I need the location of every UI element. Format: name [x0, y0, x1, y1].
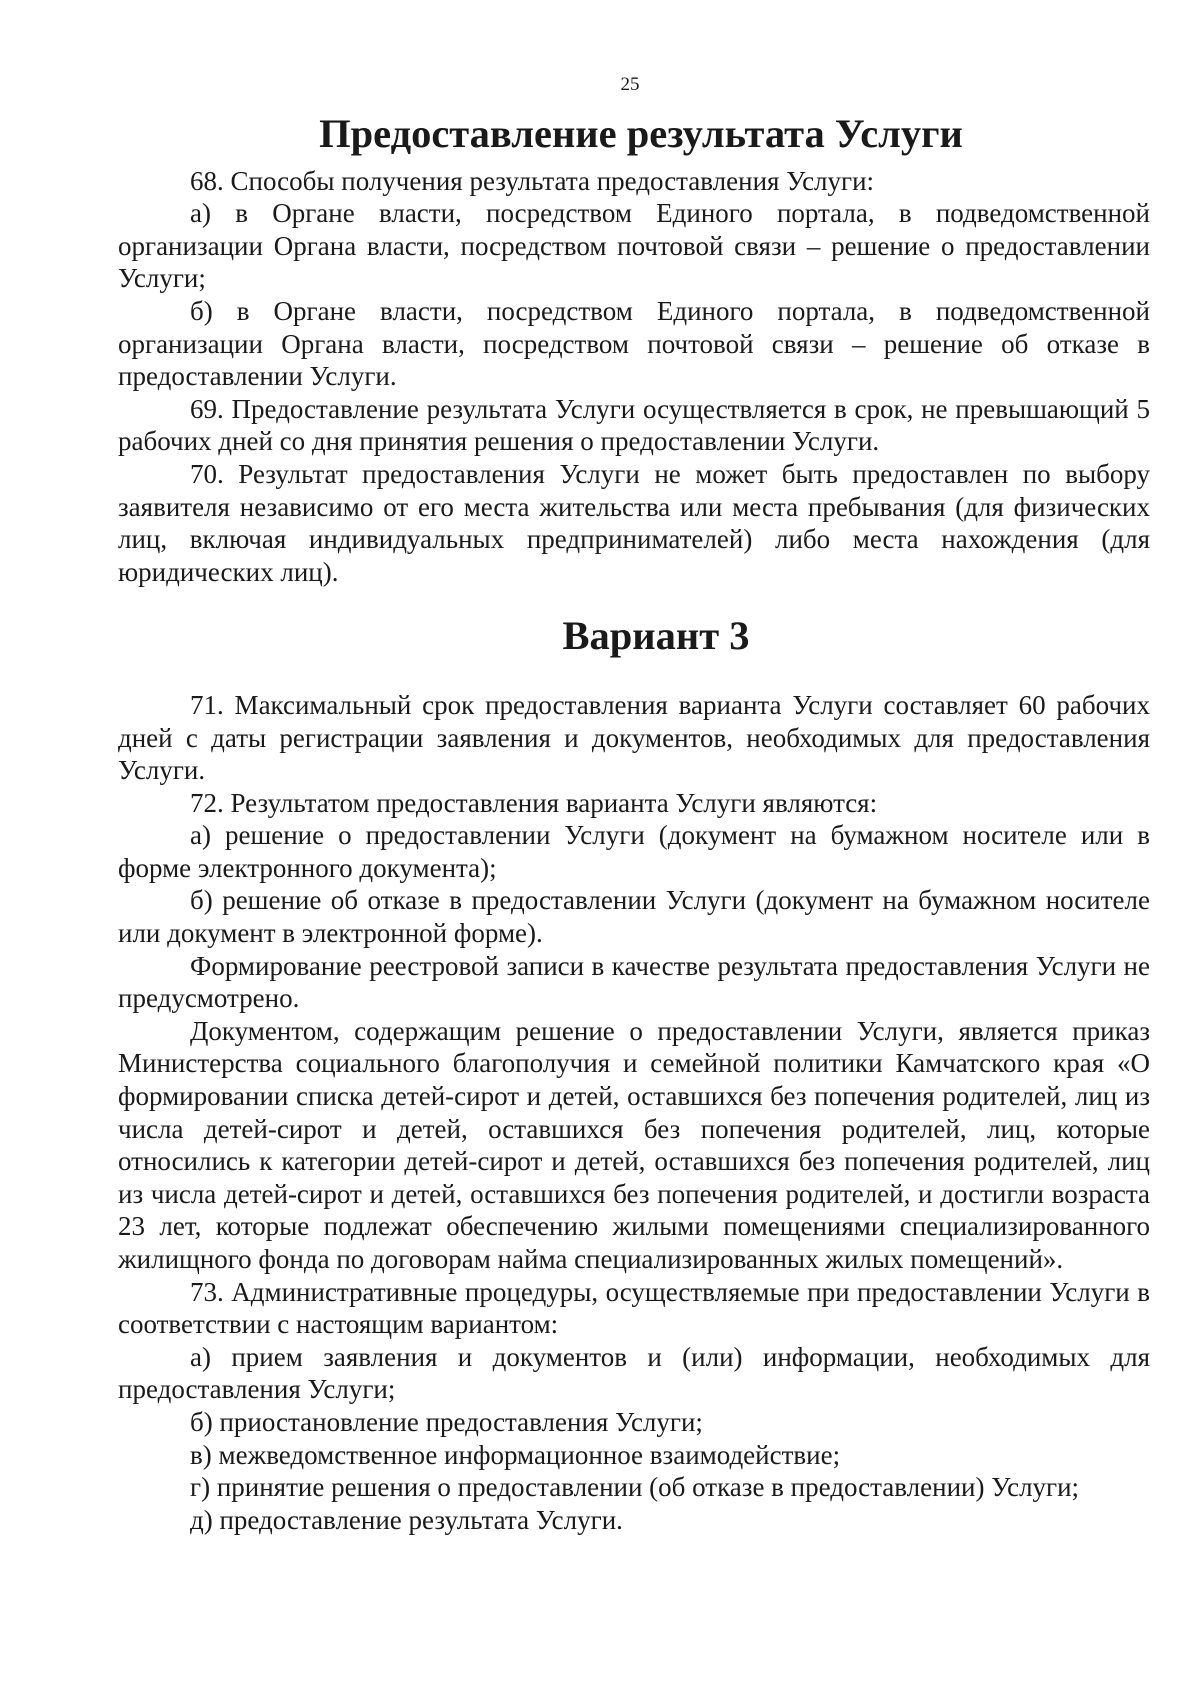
- paragraph: б) решение об отказе в предоставлении Услуги (документ на бумажном носителе или документ в электронной форме).: [118, 885, 1150, 949]
- paragraph: б) приостановление предоставления Услуги;: [190, 1406, 703, 1437]
- page-number: 25: [620, 74, 640, 95]
- paragraph: д) предоставление результата Услуги.: [190, 1504, 623, 1535]
- paragraph: 68. Способы получения результата предоставления Услуги:: [190, 165, 875, 196]
- paragraph: г) принятие решения о предоставлении (об отказе в предоставлении) Услуги;: [190, 1472, 1080, 1503]
- paragraph: а) прием заявления и документов и (или) информации, необходимых для предоставления Услуги;: [118, 1341, 1150, 1405]
- paragraph: 72. Результатом предоставления варианта Услуги являются:: [190, 787, 878, 818]
- section-heading-result: Предоставление результата Услуги: [319, 111, 963, 156]
- paragraph: Документом, содержащим решение о предоставлении Услуги, является приказ Министерства социального благополучия и семейной политики Камчатского края «О формировании списка детей-сирот и детей, оставшихся без попечения родителей, лиц из числа детей-сирот и детей, оставшихся без попечения родителей, лиц, которые относились к категории детей-сирот и детей, оставшихся без попечения родителей, лиц из числа детей-сирот и детей, оставшихся без попечения родителей, и достигли возраста 23 лет, которые подлежат обеспечению жилыми помещениями специализированного жилищного фонда по договорам найма специализированных жилых помещений».: [118, 1015, 1150, 1274]
- paragraph: 69. Предоставление результата Услуги осуществляется в срок, не превышающий 5 рабочих дней со дня принятия решения о предоставлении Услуги.: [118, 393, 1150, 457]
- paragraph: 73. Административные процедуры, осуществляемые при предоставлении Услуги в соответствии с настоящим вариантом:: [118, 1276, 1150, 1340]
- document-body: [118, 111, 1150, 1536]
- paragraph: а) решение о предоставлении Услуги (документ на бумажном носителе или в форме электронного документа);: [118, 820, 1150, 883]
- paragraph: 70. Результат предоставления Услуги не может быть предоставлен по выбору заявителя независимо от его места жительства или места пребывания (для физических лиц, включая индивидуальных предпринимателей) либо места нахождения (для юридических лиц).: [118, 458, 1150, 587]
- section-heading-variant: Вариант 3: [562, 613, 750, 659]
- paragraph: а) в Органе власти, посредством Единого портала, в подведомственной организации Органа власти, посредством почтовой связи – решение о предоставлении Услуги;: [118, 198, 1150, 294]
- paragraph: б) в Органе власти, посредством Единого портала, в подведомственной организации Органа власти, посредством почтовой связи – решение об отказе в предоставлении Услуги.: [118, 295, 1150, 392]
- paragraph: 71. Максимальный срок предоставления варианта Услуги составляет 60 рабочих дней с даты регистрации заявления и документов, необходимых для предоставления Услуги.: [118, 689, 1150, 786]
- paragraph: Формирование реестровой записи в качестве результата предоставления Услуги не предусмотрено.: [118, 950, 1150, 1014]
- paragraph: в) межведомственное информационное взаимодействие;: [190, 1439, 841, 1470]
